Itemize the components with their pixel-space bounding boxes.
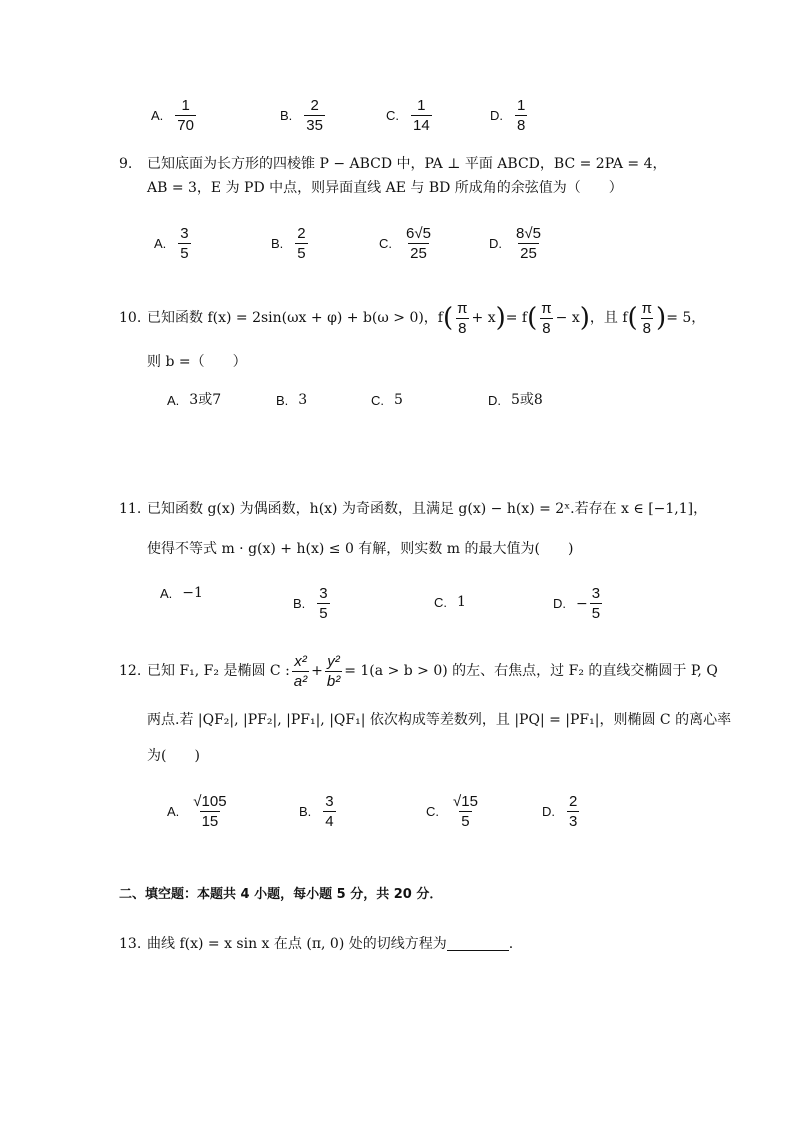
q10-option-d[interactable]: [488, 393, 543, 407]
q8-option-a[interactable]: [151, 98, 198, 133]
denominator: 8: [642, 319, 652, 337]
option-label: D.: [553, 596, 566, 611]
denominator: 15: [201, 813, 219, 830]
fraction: [292, 654, 309, 689]
fraction: [295, 226, 307, 261]
q11-option-a[interactable]: [160, 586, 203, 600]
denominator: a²: [293, 672, 308, 690]
question-text-line1: [147, 296, 705, 340]
q12-option-c[interactable]: [426, 794, 482, 829]
paren-close: ): [579, 303, 590, 333]
text-segment: 已知函数 f(x) = 2sin(ωx + φ) + b(ω > 0)，f: [147, 310, 443, 326]
q11-option-c[interactable]: [434, 595, 466, 609]
q9-option-a[interactable]: [154, 226, 193, 261]
answer-blank[interactable]: [447, 938, 509, 951]
fraction: [515, 98, 527, 133]
q8-option-c[interactable]: [386, 98, 434, 133]
question-number: 10.: [119, 310, 142, 326]
option-label: C.: [371, 392, 384, 408]
fraction: [451, 794, 480, 829]
question-text-line1: 已知函数 g(x) 为偶函数，h(x) 为奇函数，且满足 g(x) − h(x) = 2ˣ.若存在 x ∈ [−1,1]，: [147, 501, 708, 517]
q12-option-a[interactable]: [167, 794, 231, 829]
denominator: 4: [325, 813, 334, 830]
question-number: 9.: [119, 156, 133, 172]
denominator: 3: [569, 813, 578, 830]
section-heading: 二、填空题：本题共 4 小题，每小题 5 分，共 20 分．: [119, 887, 443, 902]
question-number: 13.: [119, 936, 142, 952]
fraction: [411, 98, 432, 133]
denominator: 5: [591, 605, 601, 622]
q11-option-d[interactable]: [553, 586, 604, 621]
fraction: [590, 586, 602, 621]
numerator: √105: [193, 793, 227, 810]
q10-option-a[interactable]: [167, 393, 221, 407]
denominator: 5: [319, 605, 328, 622]
q9-option-c[interactable]: [379, 226, 435, 261]
q12-option-d[interactable]: [542, 794, 581, 829]
numerator: π: [541, 299, 552, 317]
option-label: B.: [293, 596, 306, 611]
option-label: C.: [426, 804, 439, 819]
denominator: 8: [517, 117, 526, 134]
q9-option-b[interactable]: [271, 226, 310, 261]
denominator: 8: [458, 319, 467, 337]
minus-sign: −: [576, 595, 588, 612]
numerator: 3: [180, 225, 189, 242]
denominator: 8: [542, 319, 551, 337]
text-segment: − x: [555, 310, 580, 326]
fraction: [178, 226, 190, 261]
q10-option-c[interactable]: [371, 393, 403, 407]
option-text: 5或8: [511, 392, 543, 408]
option-label: A.: [160, 585, 173, 601]
text-segment: = 1(a > b > 0) 的左、右焦点，过 F₂ 的直线交椭圆于 P, Q: [344, 663, 718, 679]
question-text: [147, 937, 513, 951]
q11-option-b[interactable]: [293, 586, 332, 621]
fraction: [455, 301, 469, 336]
text-segment: ，且 f: [589, 310, 628, 326]
fraction: [304, 98, 325, 133]
fraction: [404, 226, 433, 261]
question-text-line1: 已知底面为长方形的四棱锥 P − ABCD 中，PA ⊥ 平面 ABCD，BC = 2PA = 4，: [147, 156, 667, 172]
numerator: 8√5: [516, 225, 541, 242]
paren-open: (: [527, 303, 538, 333]
question-text-line2: 两点.若 |QF₂|, |PF₂|, |PF₁|, |QF₁| 依次构成等差数列，且 |PQ| = |PF₁|，则椭圆 C 的离心率: [147, 712, 732, 728]
question-text-line2: 则 b =（ ）: [147, 354, 247, 370]
q12-option-b[interactable]: [299, 794, 338, 829]
numerator: 2: [310, 97, 319, 114]
fraction: [539, 301, 553, 336]
numerator: y²: [327, 652, 340, 670]
numerator: x²: [294, 652, 307, 670]
denominator: 35: [306, 117, 323, 134]
option-label: A.: [154, 236, 167, 251]
q10-option-b[interactable]: [276, 393, 307, 407]
question-text-line1: [147, 650, 718, 692]
fraction: [640, 301, 654, 336]
option-text: −1: [182, 585, 203, 601]
option-label: C.: [386, 108, 399, 123]
denominator: 25: [520, 245, 537, 262]
question-text-line3: 为( ): [147, 748, 200, 764]
option-label: B.: [299, 804, 312, 819]
numerator: 2: [569, 793, 578, 810]
numerator: 6√5: [406, 225, 431, 242]
numerator: 1: [417, 97, 426, 114]
numerator: 1: [181, 97, 190, 114]
text-segment: = 5，: [666, 310, 706, 326]
numerator: π: [641, 299, 653, 317]
option-text: 5: [394, 392, 403, 408]
paren-close: ): [656, 303, 667, 333]
plus-sign: +: [311, 663, 323, 679]
paren-open: (: [443, 303, 454, 333]
text-segment: .: [508, 936, 514, 952]
option-label: B.: [271, 236, 284, 251]
numerator: 3: [591, 585, 601, 602]
numerator: 2: [297, 225, 306, 242]
fraction: [325, 654, 342, 689]
option-label: D.: [488, 392, 501, 408]
text-segment: + x: [471, 310, 496, 326]
option-label: D.: [489, 236, 502, 251]
numerator: π: [457, 299, 468, 317]
denominator: 5: [180, 245, 189, 262]
numerator: 3: [319, 585, 328, 602]
question-number: 12.: [119, 663, 142, 679]
fraction: [567, 794, 579, 829]
option-label: A.: [167, 804, 180, 819]
option-text: 1: [457, 594, 466, 610]
option-text: 3: [298, 392, 308, 408]
denominator: 5: [297, 245, 306, 262]
option-label: A.: [167, 392, 180, 408]
option-label: A.: [151, 108, 164, 123]
denominator: 5: [461, 813, 470, 830]
q8-option-b[interactable]: [280, 98, 327, 133]
question-number: 11.: [119, 501, 142, 517]
q8-option-d[interactable]: [490, 98, 529, 133]
option-label: C.: [434, 594, 447, 610]
fraction: [317, 586, 329, 621]
numerator: 1: [517, 97, 526, 114]
denominator: 14: [413, 117, 430, 134]
fraction: [175, 98, 196, 133]
option-label: D.: [490, 108, 503, 123]
option-label: D.: [542, 804, 555, 819]
denominator: b²: [326, 672, 341, 690]
option-label: B.: [280, 108, 293, 123]
text-segment: 已知 F₁, F₂ 是椭圆 C :: [147, 663, 290, 679]
paren-close: ): [495, 303, 506, 333]
fraction: [323, 794, 335, 829]
numerator: √15: [453, 793, 478, 810]
option-label: C.: [379, 236, 392, 251]
numerator: 3: [325, 793, 334, 810]
paren-open: (: [627, 303, 638, 333]
question-text-line2: AB = 3，E 为 PD 中点，则异面直线 AE 与 BD 所成角的余弦值为（ ）: [147, 180, 623, 196]
text-segment: = f: [505, 310, 528, 326]
text-segment: 曲线 f(x) = x sin x 在点 (π, 0) 处的切线方程为: [147, 936, 447, 952]
question-text-line2: 使得不等式 m · g(x) + h(x) ≤ 0 有解，则实数 m 的最大值为( ): [147, 541, 574, 557]
option-text: 3或7: [189, 392, 222, 408]
denominator: 25: [410, 245, 427, 262]
option-label: B.: [276, 392, 289, 408]
fraction: [514, 226, 543, 261]
fraction: [191, 794, 228, 829]
q9-option-d[interactable]: [489, 226, 545, 261]
denominator: 70: [177, 117, 194, 134]
